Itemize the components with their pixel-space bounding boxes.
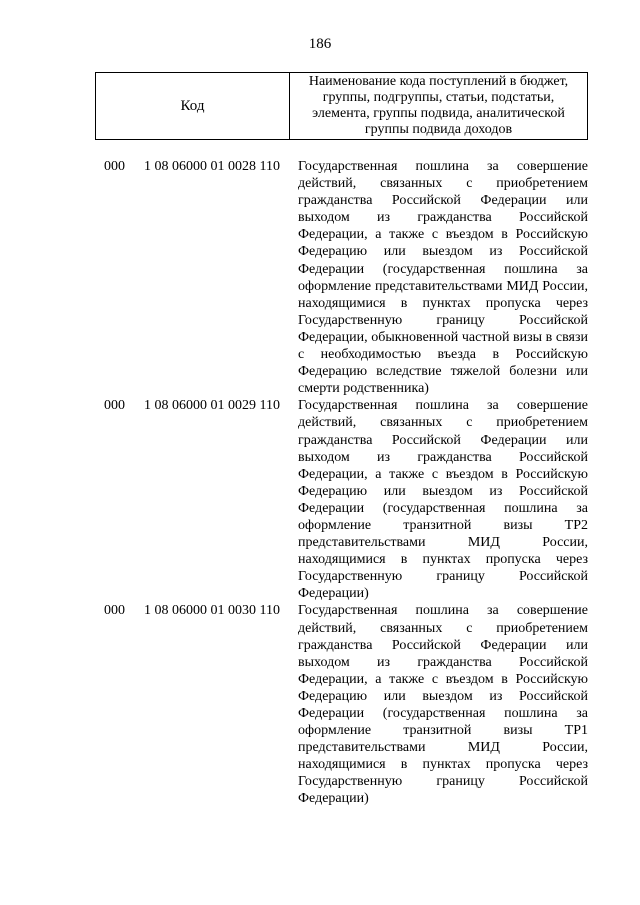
- header-code-label: Код: [96, 73, 290, 139]
- income-description: Государственная пошлина за совершение действий, связанных с приобретением гражданства Российской Федерации или выходом из гражданства Российской Федерации, а также с въездом в Российскую Федерацию или выездом из Российской Федерации (государственная пошлина за оформление транзитной визы ТР2 представительствами МИД России, находящимися в пунктах пропуска через Государственную границу Российской Федерации): [298, 398, 588, 602]
- page-number: 186: [308, 36, 332, 52]
- income-code: 1 08 06000 01 0030 110: [144, 603, 280, 619]
- admin-code: 000: [104, 603, 125, 619]
- table-row: [0, 602, 640, 807]
- income-code: 1 08 06000 01 0029 110: [144, 398, 280, 414]
- table-header: [95, 72, 588, 140]
- income-description: Государственная пошлина за совершение действий, связанных с приобретением гражданства Российской Федерации или выходом из гражданства Российской Федерации, а также с въездом в Российскую Федерацию или выездом из Российской Федерации (государственная пошлина за оформление транзитной визы ТР1 представительствами МИД России, находящимися в пунктах пропуска через Государственную границу Российской Федерации): [298, 603, 588, 807]
- table-row: [0, 158, 640, 397]
- table-body: [0, 158, 640, 808]
- income-description: Государственная пошлина за совершение действий, связанных с приобретением гражданства Российской Федерации или выходом из гражданства Российской Федерации, а также с въездом в Российскую Федерацию или выездом из Российской Федерации (государственная пошлина за оформление представительствами МИД России, находящимися в пунктах пропуска через Государственную границу Российской Федерации, обыкновенной частной визы в связи с необходимостью въезда в Российскую Федерацию вследствие тяжелой болезни или смерти родственника): [298, 159, 588, 397]
- income-code: 1 08 06000 01 0028 110: [144, 159, 280, 174]
- admin-code: 000: [104, 159, 125, 174]
- admin-code: 000: [104, 398, 125, 414]
- table-row: [0, 397, 640, 602]
- header-name-label: Наименование кода поступлений в бюджет, группы, подгруппы, статьи, подстатьи, элемента, группы подвида, аналитической группы подвида доходов: [308, 74, 569, 137]
